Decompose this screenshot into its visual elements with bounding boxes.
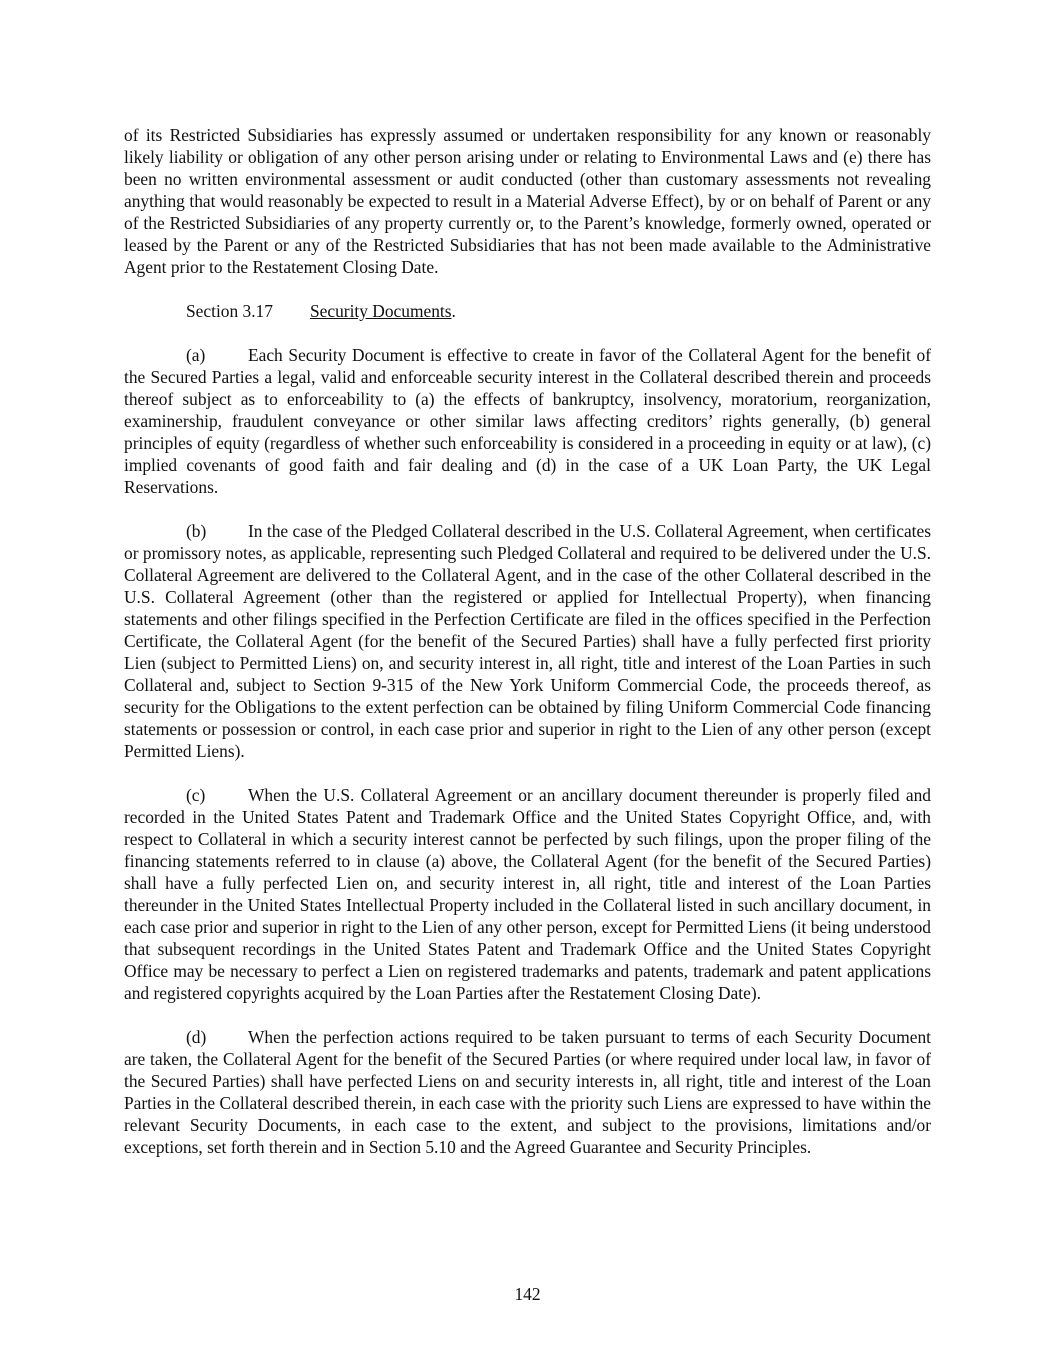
clause-text: When the U.S. Collateral Agreement or an ancillary document thereunder is properly filed and recorded in the United States Patent and Trademark Office and the United States Copyright Office, and, with respect to Collateral in which a security interest cannot be perfected by such filings, upon the proper filing of the financing statements referred to in clause (a) above, the Collateral Agent (for the benefit of the Secured Parties) shall have a fully perfected Lien on, and security interest in, all right, title and interest of the Loan Parties thereunder in the United States Intellectual Property included in the Collateral listed in such ancillary document, in each case prior and superior in right to the Lien of any other person, except for Permitted Liens (it being understood that subsequent recordings in the United States Patent and Trademark Office and the United States Copyright Office may be necessary to perfect a Lien on registered trademarks and patents, trademark and patent applications and registered copyrights acquired by the Loan Parties after the Restatement Closing Date). — [124, 785, 931, 1003]
page-number: 142 — [514, 1284, 541, 1304]
continuation-paragraph: of its Restricted Subsidiaries has expressly assumed or undertaken responsibility for any known or reasonably likely liability or obligation of any other person arising under or relating to Environmental Laws and (e) there has been no written environmental assessment or audit conducted (other than customary assessments not revealing anything that would reasonably be expected to result in a Material Adverse Effect), by or on behalf of Parent or any of the Restricted Subsidiaries of any property currently or, to the Parent’s knowledge, formerly owned, operated or leased by the Parent or any of the Restricted Subsidiaries that has not been made available to the Administrative Agent prior to the Restatement Closing Date. — [124, 125, 931, 277]
clause-label: (c) — [186, 785, 206, 805]
clause-d — [124, 1026, 931, 1158]
clause-text: In the case of the Pledged Collateral described in the U.S. Collateral Agreement, when certificates or promissory notes, as applicable, representing such Pledged Collateral and required to be delivered under the U.S. Collateral Agreement are delivered to the Collateral Agent, and in the case of the other Collateral described in the U.S. Collateral Agreement (other than the registered or applied for Intellectual Property), when financing statements and other filings specified in the Perfection Certificate are filed in the offices specified in the Perfection Certificate, the Collateral Agent (for the benefit of the Secured Parties) shall have a fully perfected first priority Lien (subject to Permitted Liens) on, and security interest in, all right, title and interest of the Loan Parties in such Collateral and, subject to Section 9-315 of the New York Uniform Commercial Code, the proceeds thereof, as security for the Obligations to the extent perfection can be obtained by filing Uniform Commercial Code financing statements or possession or control, in each case prior and superior in right to the Lien of any other person (except Permitted Liens). — [124, 521, 931, 761]
clause-b — [124, 520, 931, 762]
document-page — [124, 124, 931, 1180]
clause-text: When the perfection actions required to be taken pursuant to terms of each Security Document are taken, the Collateral Agent for the benefit of the Secured Parties (or where required under local law, in favor of the Secured Parties) shall have perfected Liens on and security interests in, all right, title and interest of the Loan Parties in the Collateral described therein, in each case with the priority such Liens are expressed to have within the relevant Security Documents, in each case to the extent, and subject to the provisions, limitations and/or exceptions, set forth therein and in Section 5.10 and the Agreed Guarantee and Security Principles. — [124, 1027, 931, 1157]
clause-text: Each Security Document is effective to create in favor of the Collateral Agent for the benefit of the Secured Parties a legal, valid and enforceable security interest in the Collateral described therein and proceeds thereof subject as to enforceability to (a) the effects of bankruptcy, insolvency, moratorium, reorganization, examinership, fraudulent conveyance or other similar laws affecting creditors’ rights generally, (b) general principles of equity (regardless of whether such enforceability is considered in a proceeding in equity or at law), (c) implied covenants of good faith and fair dealing and (d) in the case of a UK Loan Party, the UK Legal Reservations. — [124, 345, 931, 497]
clause-label: (a) — [186, 345, 206, 365]
clause-label: (b) — [186, 521, 207, 541]
section-number: Section 3.17 — [186, 301, 273, 321]
clause-label: (d) — [186, 1027, 207, 1047]
clause-c — [124, 784, 931, 1004]
section-title-suffix: . — [451, 301, 456, 321]
section-heading — [124, 300, 931, 322]
clause-a — [124, 344, 931, 498]
section-title: Security Documents — [310, 301, 452, 321]
